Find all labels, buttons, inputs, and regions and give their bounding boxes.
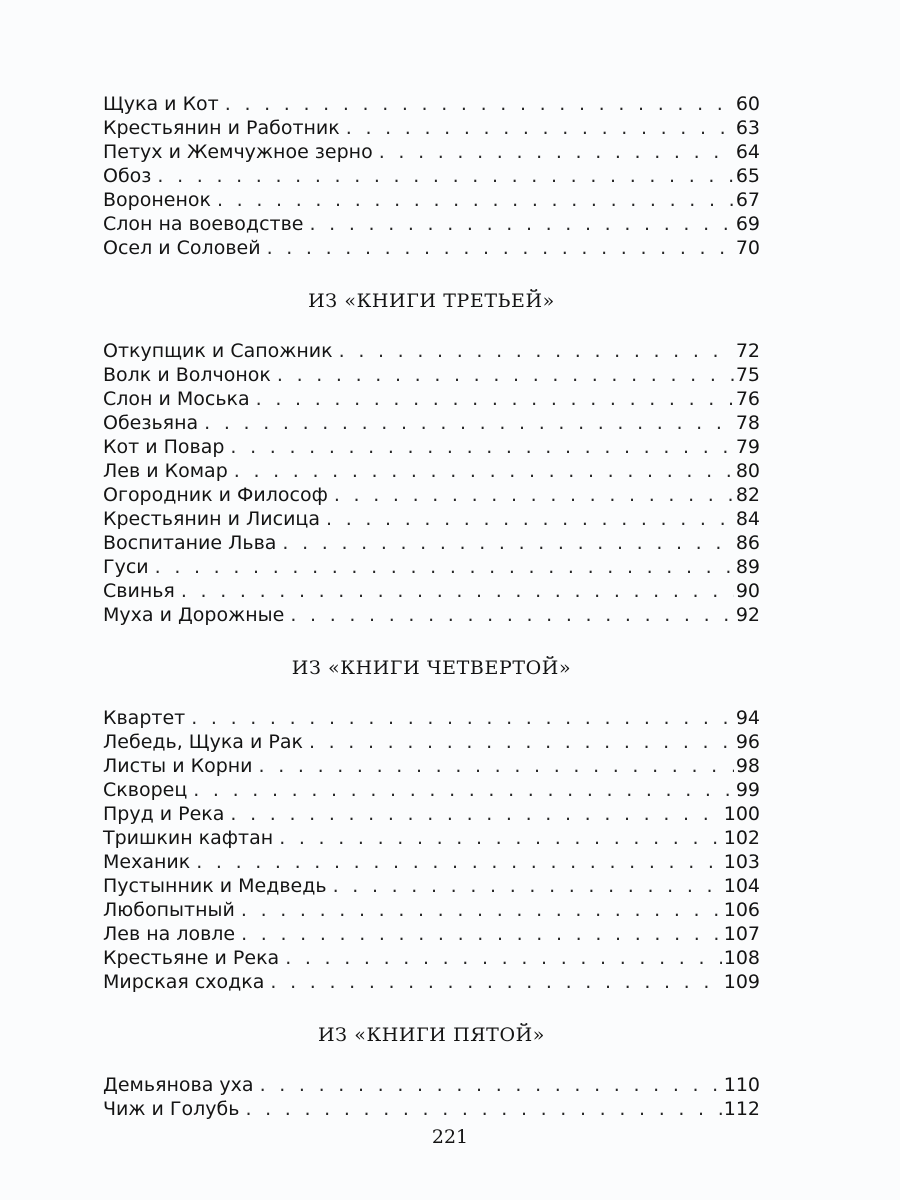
dot-leader bbox=[267, 236, 734, 260]
entry-title: Механик bbox=[103, 851, 191, 873]
entry-page: 103 bbox=[723, 851, 760, 873]
toc-entry bbox=[103, 236, 760, 260]
toc-entry bbox=[103, 603, 760, 627]
entry-title: Откупщик и Сапожник bbox=[103, 340, 333, 362]
toc-entry bbox=[103, 140, 760, 164]
entry-page: 107 bbox=[723, 923, 760, 945]
dot-leader bbox=[309, 212, 733, 236]
entry-page: 67 bbox=[735, 189, 760, 211]
entry-title: Щука и Кот bbox=[103, 93, 219, 115]
entry-title: Тришкин кафтан bbox=[103, 827, 274, 849]
page-number: 221 bbox=[431, 1126, 469, 1148]
entry-title: Лев и Комар bbox=[103, 460, 228, 482]
dot-leader bbox=[155, 555, 734, 579]
toc-entry bbox=[103, 531, 760, 555]
toc-entry bbox=[103, 164, 760, 188]
dot-leader bbox=[181, 579, 734, 603]
toc-entry bbox=[103, 1097, 760, 1121]
toc-section bbox=[103, 653, 760, 994]
toc-entry bbox=[103, 411, 760, 435]
dot-leader bbox=[339, 339, 734, 363]
entry-title: Крестьянин и Работник bbox=[103, 117, 340, 139]
entry-title: Демьянова уха bbox=[103, 1074, 254, 1096]
toc-entry bbox=[103, 922, 760, 946]
entry-title: Петух и Жемчужное зерно bbox=[103, 141, 373, 163]
dot-leader bbox=[204, 411, 734, 435]
dot-leader bbox=[241, 922, 722, 946]
dot-leader bbox=[217, 188, 734, 212]
toc-entry bbox=[103, 730, 760, 754]
entry-page: 64 bbox=[735, 141, 760, 163]
dot-leader bbox=[230, 802, 721, 826]
toc-entry bbox=[103, 579, 760, 603]
toc-entry bbox=[103, 387, 760, 411]
entry-title: Гуси bbox=[103, 556, 149, 578]
entry-page: 89 bbox=[735, 556, 760, 578]
toc-entry bbox=[103, 459, 760, 483]
entry-page: 70 bbox=[735, 237, 760, 259]
toc-entry bbox=[103, 116, 760, 140]
dot-leader bbox=[379, 140, 734, 164]
dot-leader bbox=[196, 850, 722, 874]
entry-page: 60 bbox=[735, 93, 760, 115]
dot-leader bbox=[279, 826, 722, 850]
dot-leader bbox=[270, 970, 721, 994]
dot-leader bbox=[157, 164, 733, 188]
entry-page: 65 bbox=[735, 165, 760, 187]
entry-title: Воспитание Льва bbox=[103, 532, 277, 554]
dot-leader bbox=[290, 603, 733, 627]
dot-leader bbox=[230, 435, 733, 459]
entry-page: 82 bbox=[735, 484, 760, 506]
entry-page: 110 bbox=[723, 1074, 760, 1096]
entry-title: Крестьяне и Река bbox=[103, 947, 280, 969]
dot-leader bbox=[346, 116, 734, 140]
toc-entry bbox=[103, 706, 760, 730]
entry-page: 98 bbox=[735, 755, 760, 777]
toc-entry bbox=[103, 874, 760, 898]
entry-title: Огородник и Философ bbox=[103, 484, 328, 506]
entry-page: 92 bbox=[735, 604, 760, 626]
section-heading: ИЗ «КНИГИ ПЯТОЙ» bbox=[317, 1024, 546, 1046]
entry-title: Чиж и Голубь bbox=[103, 1098, 240, 1120]
entry-page: 94 bbox=[735, 707, 760, 729]
toc-section bbox=[103, 1020, 760, 1121]
entry-page: 109 bbox=[723, 971, 760, 993]
toc-entry bbox=[103, 435, 760, 459]
entry-title: Осел и Соловей bbox=[103, 237, 261, 259]
entry-page: 112 bbox=[723, 1098, 760, 1120]
entry-title: Слон и Моська bbox=[103, 388, 250, 410]
dot-leader bbox=[333, 874, 722, 898]
toc-entry bbox=[103, 1073, 760, 1097]
dot-leader bbox=[234, 459, 734, 483]
entry-page: 75 bbox=[735, 364, 760, 386]
entry-page: 72 bbox=[735, 340, 760, 362]
entry-title: Пруд и Река bbox=[103, 803, 225, 825]
entry-title: Обоз bbox=[103, 165, 152, 187]
entry-title: Пустынник и Медведь bbox=[103, 875, 327, 897]
entry-title: Кот и Повар bbox=[103, 436, 225, 458]
entry-page: 96 bbox=[735, 731, 760, 753]
entry-title: Лебедь, Щука и Рак bbox=[103, 731, 303, 753]
entry-title: Обезьяна bbox=[103, 412, 199, 434]
dot-leader bbox=[285, 946, 722, 970]
entry-title: Скворец bbox=[103, 779, 188, 801]
entry-page: 63 bbox=[735, 117, 760, 139]
entry-title: Муха и Дорожные bbox=[103, 604, 285, 626]
toc-entry bbox=[103, 507, 760, 531]
toc-section bbox=[103, 92, 760, 260]
entry-title: Вороненок bbox=[103, 189, 211, 211]
toc-entry bbox=[103, 188, 760, 212]
toc-entry bbox=[103, 898, 760, 922]
entry-page: 78 bbox=[735, 412, 760, 434]
entry-title: Квартет bbox=[103, 707, 186, 729]
toc-section bbox=[103, 286, 760, 627]
toc-entry bbox=[103, 483, 760, 507]
dot-leader bbox=[282, 531, 733, 555]
entry-title: Свинья bbox=[103, 580, 175, 602]
entry-page: 80 bbox=[735, 460, 760, 482]
dot-leader bbox=[259, 754, 734, 778]
entry-page: 106 bbox=[723, 899, 760, 921]
dot-leader bbox=[241, 898, 722, 922]
toc-entry bbox=[103, 946, 760, 970]
entry-title: Любопытный bbox=[103, 899, 235, 921]
toc-entry bbox=[103, 970, 760, 994]
entry-page: 79 bbox=[735, 436, 760, 458]
entry-page: 104 bbox=[723, 875, 760, 897]
section-heading: ИЗ «КНИГИ ЧЕТВЕРТОЙ» bbox=[291, 657, 572, 679]
entry-page: 99 bbox=[735, 779, 760, 801]
entry-page: 69 bbox=[735, 213, 760, 235]
dot-leader bbox=[193, 778, 734, 802]
toc-entry bbox=[103, 754, 760, 778]
entry-title: Слон на воеводстве bbox=[103, 213, 304, 235]
entry-page: 90 bbox=[735, 580, 760, 602]
toc-entry bbox=[103, 778, 760, 802]
entry-title: Мирская сходка bbox=[103, 971, 265, 993]
toc-entry bbox=[103, 802, 760, 826]
toc-entry bbox=[103, 92, 760, 116]
toc-entry bbox=[103, 339, 760, 363]
dot-leader bbox=[326, 507, 734, 531]
entry-page: 84 bbox=[735, 508, 760, 530]
dot-leader bbox=[277, 363, 734, 387]
dot-leader bbox=[245, 1097, 721, 1121]
section-heading: ИЗ «КНИГИ ТРЕТЬЕЙ» bbox=[308, 290, 555, 312]
entry-page: 76 bbox=[735, 388, 760, 410]
entry-page: 100 bbox=[723, 803, 760, 825]
entry-title: Крестьянин и Лисица bbox=[103, 508, 321, 530]
toc-entry bbox=[103, 850, 760, 874]
entry-page: 108 bbox=[723, 947, 760, 969]
entry-title: Лев на ловле bbox=[103, 923, 236, 945]
toc-entry bbox=[103, 555, 760, 579]
dot-leader bbox=[191, 706, 734, 730]
entry-title: Листы и Корни bbox=[103, 755, 253, 777]
toc-entry bbox=[103, 212, 760, 236]
dot-leader bbox=[260, 1073, 722, 1097]
dot-leader bbox=[309, 730, 734, 754]
entry-page: 86 bbox=[735, 532, 760, 554]
entry-page: 102 bbox=[723, 827, 760, 849]
dot-leader bbox=[225, 92, 734, 116]
table-of-contents bbox=[103, 92, 760, 1121]
dot-leader bbox=[256, 387, 734, 411]
entry-title: Волк и Волчонок bbox=[103, 364, 271, 386]
toc-entry bbox=[103, 363, 760, 387]
dot-leader bbox=[334, 483, 734, 507]
toc-entry bbox=[103, 826, 760, 850]
